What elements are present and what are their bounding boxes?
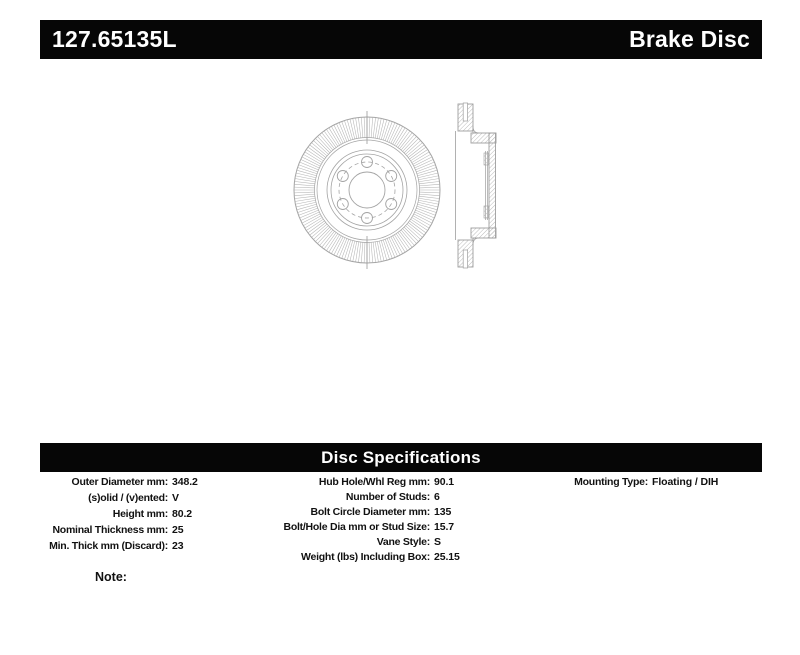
spec-label: Nominal Thickness mm: [52,524,168,536]
hub-register-notch-top [484,153,489,165]
hat-flange-bottom [471,228,496,238]
technical-drawing [280,93,530,288]
spec-label: Min. Thick mm (Discard): [49,540,168,552]
hub-hole [349,172,385,208]
spec-section-bar [40,443,762,472]
spec-section-title: Disc Specifications [321,447,481,467]
spec-row-hub-hole [278,474,460,489]
spec-row-bolt-hole-dia [278,519,460,534]
hub-register-notch-bottom [484,206,489,218]
spec-row-mounting-type [558,474,718,489]
bolt-circle-dashed [339,162,395,218]
spec-row-solid-vented [36,490,198,506]
spec-label: Bolt/Hole Dia mm or Stud Size: [283,520,430,533]
spec-label: Hub Hole/Whl Reg mm: [318,475,430,488]
spec-row-weight [278,549,460,564]
spec-column-dimensions [36,474,198,554]
spec-value: 135 [434,505,452,518]
spec-value: S [434,535,441,548]
note-label: Note: [95,570,127,584]
vane-slot-bottom [463,250,467,268]
spec-value: V [172,492,179,504]
spec-value: 348.2 [172,476,198,488]
spec-value: 15.7 [434,520,455,533]
vane-ring-inner-circle-2 [317,140,417,240]
spec-value: Floating / DIH [652,475,719,488]
spec-value: 23 [172,540,184,552]
fillet-bottom [473,238,479,245]
fillet-top [473,126,479,133]
spec-row-number-of-studs [278,489,460,504]
brake-disc-front-view [294,111,440,269]
part-number: 127.65135L [52,26,177,52]
spec-label: (s)olid / (v)ented: [88,492,168,504]
vane-ring-inner-circle [315,138,420,243]
stud-hole [337,171,348,182]
spec-value: 25.15 [434,550,460,563]
stud-hole [386,171,397,182]
spec-label: Height mm: [112,508,168,520]
spec-label: Vane Style: [376,535,430,548]
hat-face-circle [331,154,403,226]
product-type-title: Brake Disc [629,26,750,52]
spec-column-mounting [558,474,718,489]
hat-wall-section [489,133,496,238]
stud-holes [337,157,396,224]
brake-disc-side-view [456,103,497,268]
header-bar [40,20,762,59]
spec-row-height [36,506,198,522]
spec-value: 25 [172,524,184,536]
spec-row-outer-diameter [36,474,198,490]
spec-row-vane-style [278,534,460,549]
vane-slot-top [463,103,467,121]
spec-label: Outer Diameter mm: [71,476,168,488]
spec-row-min-thick [36,538,198,554]
spec-row-bolt-circle [278,504,460,519]
spec-row-nominal-thickness [36,522,198,538]
spec-label: Weight (lbs) Including Box: [301,550,430,563]
spec-label: Bolt Circle Diameter mm: [310,505,430,518]
spec-label: Number of Studs: [345,490,430,503]
spec-value: 6 [434,490,440,503]
brake-disc-drawing [280,93,530,288]
spec-column-hub-studs [278,474,460,564]
spec-value: 90.1 [434,475,455,488]
spec-value: 80.2 [172,508,193,520]
spec-label: Mounting Type: [574,475,648,488]
